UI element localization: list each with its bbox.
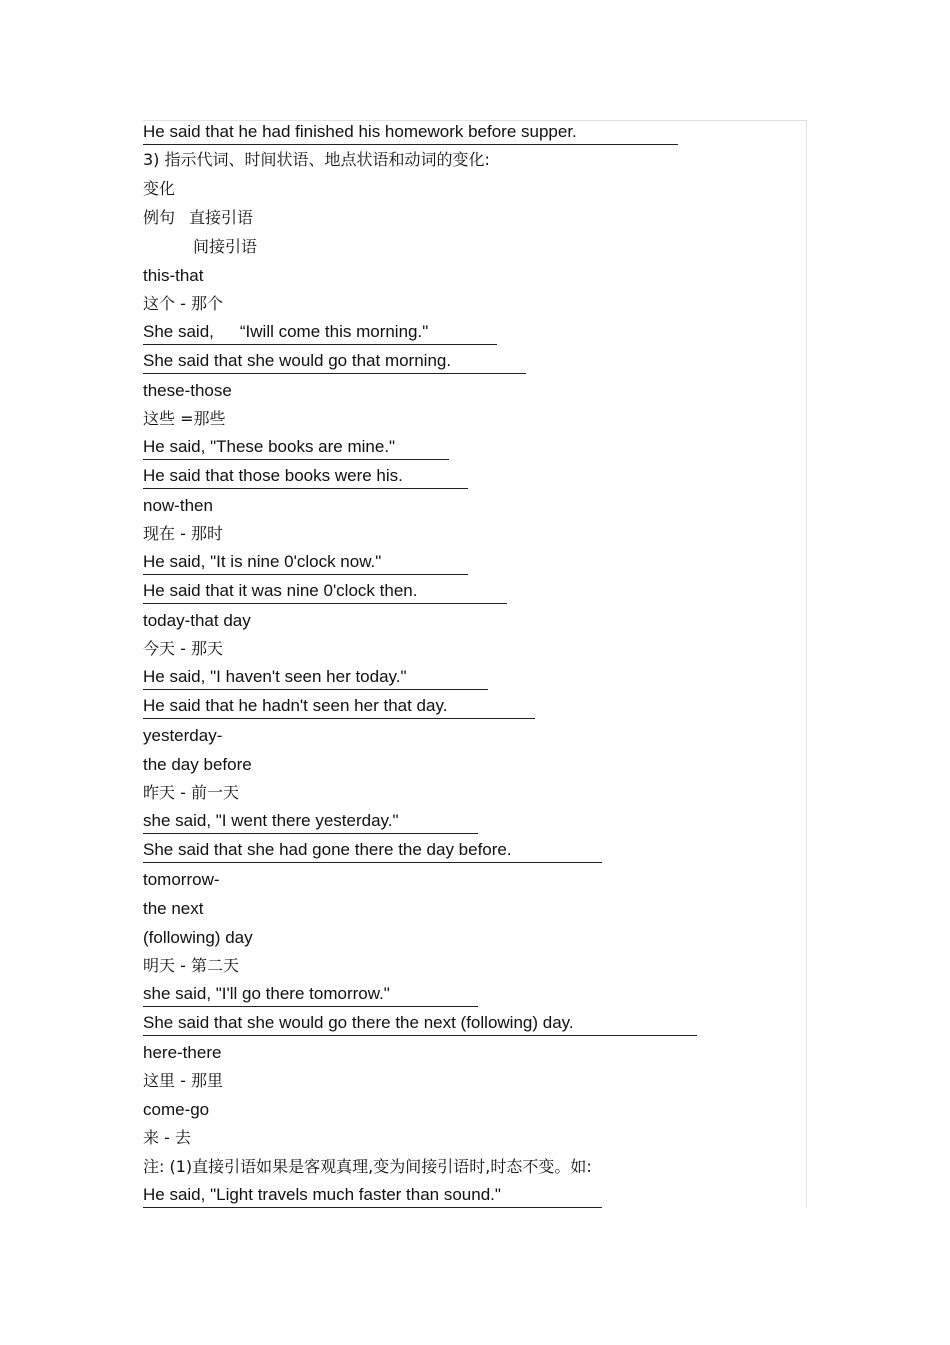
direct-speech-example: He said, "It is nine 0'clock now.": [143, 550, 468, 575]
change-pair: today-that day: [143, 611, 251, 630]
quote-text: “Iwill come this morning.": [239, 322, 429, 341]
change-pair: these-those: [143, 381, 232, 400]
header-example-label: 例句: [143, 208, 176, 227]
change-pair-continued: the day before: [143, 755, 252, 774]
change-pair: here-there: [143, 1043, 222, 1062]
change-pair: now-then: [143, 496, 213, 515]
change-pair-chinese: 这些 =那些: [143, 409, 226, 428]
indirect-speech-example: She said that she would go that morning.: [143, 349, 526, 374]
change-pair-chinese: 来 - 去: [143, 1128, 191, 1147]
change-pair-chinese: 今天 - 那天: [143, 639, 223, 658]
change-pair-chinese: 昨天 - 前一天: [143, 783, 239, 802]
example-sentence: He said that he had finished his homework before supper.: [143, 120, 678, 145]
section-heading: 3) 指示代词、时间状语、地点状语和动词的变化:: [143, 150, 490, 169]
indirect-speech-example: She said that she would go there the next (following) day.: [143, 1011, 697, 1036]
change-pair: yesterday-: [143, 726, 223, 745]
indirect-speech-example: He said that he hadn't seen her that day.: [143, 694, 535, 719]
change-pair-continued: (following) day: [143, 928, 253, 947]
direct-speech-example: she said, "I went there yesterday.": [143, 809, 478, 834]
change-pair-chinese: 现在 - 那时: [143, 524, 223, 543]
direct-speech-example: He said, "These books are mine.": [143, 435, 449, 460]
indirect-speech-example: He said that it was nine 0'clock then.: [143, 579, 507, 604]
speaker-text: She said,: [143, 322, 214, 341]
change-pair: this-that: [143, 266, 204, 285]
header-direct-speech: 直接引语: [189, 208, 254, 227]
change-pair-chinese: 明天 - 第二天: [143, 956, 239, 975]
direct-speech-example: He said, "I haven't seen her today.": [143, 665, 488, 690]
change-pair: tomorrow-: [143, 870, 220, 889]
header-indirect-speech: 间接引语: [193, 237, 258, 256]
change-pair-chinese: 这个 - 那个: [143, 294, 223, 313]
direct-speech-example: she said, "I'll go there tomorrow.": [143, 982, 478, 1007]
table-header-example: [143, 205, 253, 231]
indirect-speech-example: She said that she had gone there the day before.: [143, 838, 602, 863]
change-pair: come-go: [143, 1100, 210, 1119]
note-text: 注: (1)直接引语如果是客观真理,变为间接引语时,时态不变。如:: [143, 1157, 592, 1176]
change-pair-continued: the next: [143, 899, 204, 918]
change-pair-chinese: 这里 - 那里: [143, 1071, 223, 1090]
direct-speech-example: He said, "Light travels much faster than sound.": [143, 1183, 602, 1208]
table-header-change: 变化: [143, 179, 176, 198]
page-border-right: [806, 120, 807, 1208]
direct-speech-example: [143, 320, 497, 345]
indirect-speech-example: He said that those books were his.: [143, 464, 468, 489]
